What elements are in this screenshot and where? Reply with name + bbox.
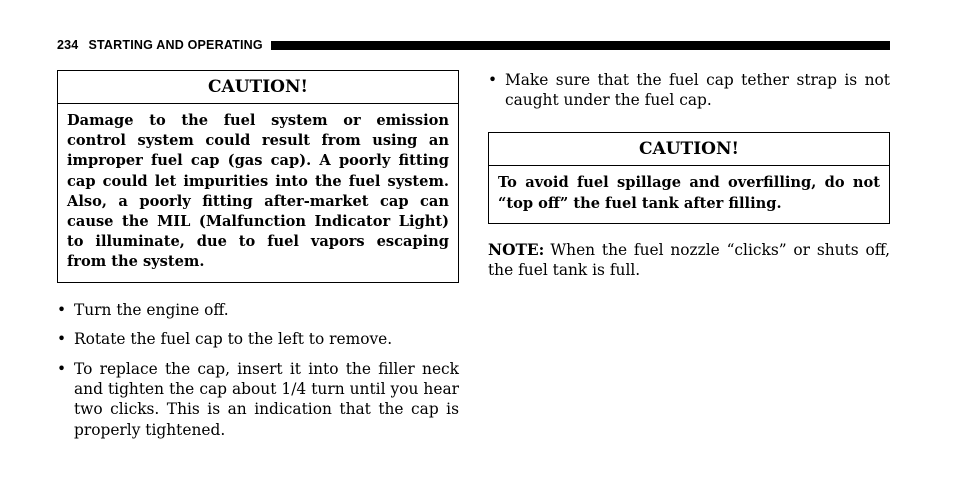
- bullet-icon: •: [57, 330, 67, 349]
- bullet-icon: •: [488, 71, 498, 89]
- list-item: [488, 70, 890, 110]
- instruction-list: [488, 70, 890, 110]
- note-label: NOTE:: [488, 240, 545, 259]
- caution-title: CAUTION!: [489, 133, 889, 166]
- instruction-list: [57, 300, 459, 440]
- page-number: 234: [57, 38, 79, 52]
- caution-box-fuel-cap: [57, 70, 459, 283]
- left-column: [57, 70, 459, 440]
- list-item-text: To replace the cap, insert it into the filler neck and tighten the cap about 1/4 turn until you hear two clicks. This is an indication that the cap is properly tightened.: [74, 360, 459, 439]
- list-item-text: Make sure that the fuel cap tether strap is not caught under the fuel cap.: [505, 71, 890, 110]
- note-text: When the fuel nozzle “clicks” or shuts off, the fuel tank is full.: [488, 240, 890, 280]
- list-item-text: Turn the engine off.: [74, 300, 229, 319]
- bullet-icon: •: [57, 300, 67, 319]
- note-paragraph: [488, 240, 890, 280]
- caution-text: Damage to the fuel system or emission control system could result from using an improper fuel cap (gas cap). A poorly fitting cap could let impurities into the fuel system. Also, a poorly fitting after-market cap can cause the MIL (Malfunction Indicator Light) to illuminate, due to fuel vapors escaping from the system.: [67, 112, 449, 271]
- caution-text: To avoid fuel spillage and overfilling, do not “top off” the fuel tank after filling.: [498, 174, 880, 212]
- list-item: [57, 359, 459, 440]
- bullet-icon: •: [57, 360, 67, 379]
- page-header: [57, 38, 890, 52]
- right-column: [488, 70, 890, 280]
- list-item-text: Rotate the fuel cap to the left to remove.: [74, 330, 393, 349]
- caution-box-overfill: [488, 132, 890, 223]
- list-item: [57, 300, 459, 320]
- section-title: STARTING AND OPERATING: [88, 38, 263, 52]
- caution-title: CAUTION!: [58, 71, 458, 104]
- list-item: [57, 329, 459, 349]
- header-rule: [271, 41, 890, 50]
